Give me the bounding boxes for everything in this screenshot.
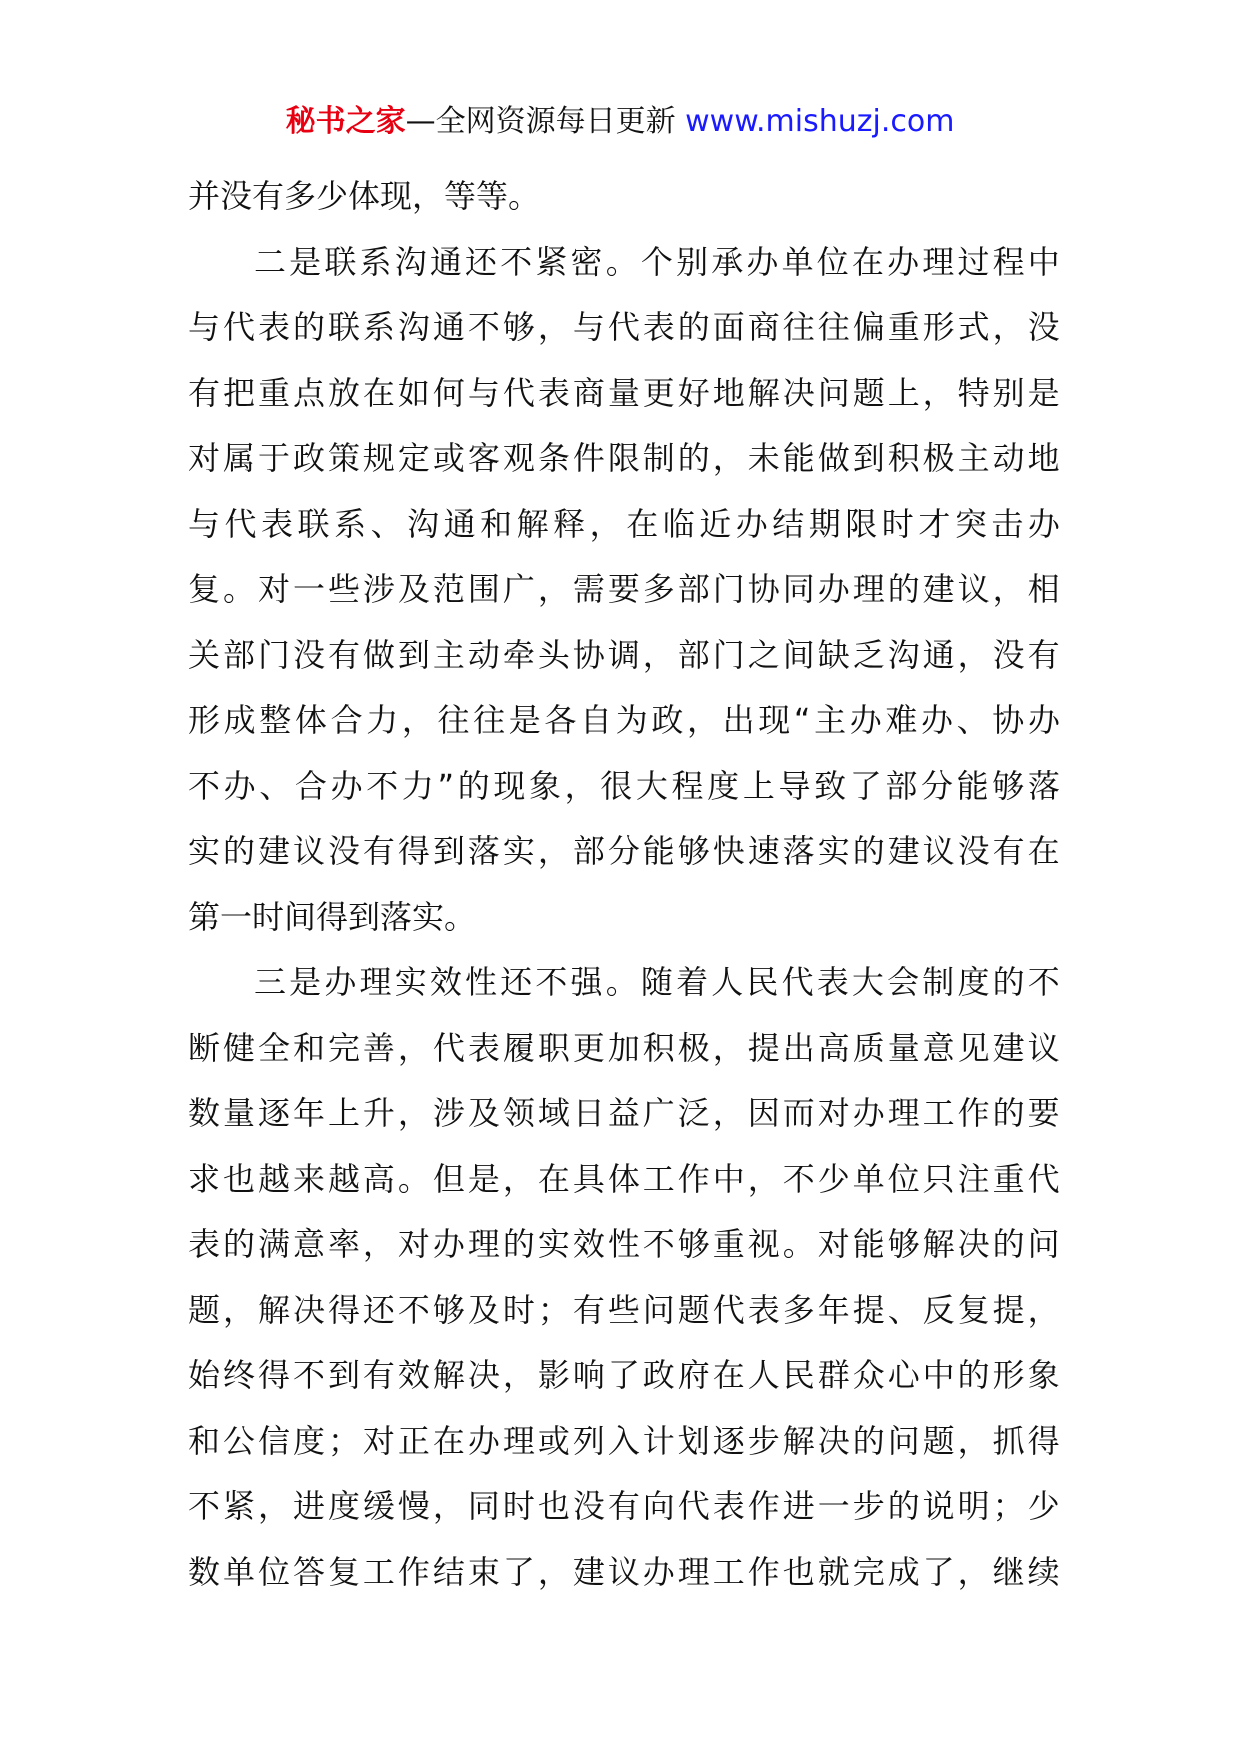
text-line: 第一时间得到落实。 — [188, 897, 477, 936]
text-line: 二 是 联 系 沟 通 还 不 紧 密 。 个 别 承 办 单 位 在 办 理 过 程 中 — [254, 242, 1060, 281]
text-line: 题 ， 解 决 得 还 不 够 及 时 ； 有 些 问 题 代 表 多 年 提 、 反 复 提 ， — [188, 1290, 1060, 1329]
text-line: 和 公 信 度 ； 对 正 在 办 理 或 列 入 计 划 逐 步 解 决 的 问 题 ， 抓 得 — [188, 1421, 1060, 1460]
header-slogan: —全网资源每日更新 — [405, 104, 676, 139]
text-line: 对 属 于 政 策 规 定 或 客 观 条 件 限 制 的 ， 未 能 做 到 积 极 主 动 地 — [188, 439, 1060, 477]
text-line: 三 是 办 理 实 效 性 还 不 强 。 随 着 人 民 代 表 大 会 制 度 的 不 — [254, 963, 1060, 1001]
text-line: 与 代 表 联 系 、 沟 通 和 解 释 ， 在 临 近 办 结 期 限 时 才 突 击 办 — [188, 504, 1060, 543]
page-header — [0, 98, 1240, 146]
text-line: 关 部 门 没 有 做 到 主 动 牵 头 协 调 ， 部 门 之 间 缺 乏 沟 通 ， 没 有 — [188, 635, 1060, 674]
text-line: 与 代 表 的 联 系 沟 通 不 够 ， 与 代 表 的 面 商 往 往 偏 重 形 式 ， 没 — [188, 308, 1060, 346]
text-line: 形 成 整 体 合 力 ， 往 往 是 各 自 为 政 ， 出 现 “ 主 办 难 办 、 协 办 — [188, 701, 1060, 739]
brand-name: 秘书之家 — [285, 104, 406, 139]
text-line: 数 单 位 答 复 工 作 结 束 了 ， 建 议 办 理 工 作 也 就 完 成 了 ， 继 续 — [188, 1552, 1060, 1591]
text-line: 并没有多少体现，等等。 — [188, 177, 541, 215]
text-line: 表 的 满 意 率 ， 对 办 理 的 实 效 性 不 够 重 视 。 对 能 够 解 决 的 问 — [188, 1225, 1060, 1263]
text-line: 有 把 重 点 放 在 如 何 与 代 表 商 量 更 好 地 解 决 问 题 上 ， 特 别 是 — [188, 373, 1060, 412]
text-line: 求 也 越 来 越 高 。 但 是 ， 在 具 体 工 作 中 ， 不 少 单 位 只 注 重 代 — [188, 1159, 1060, 1198]
text-line: 不 办 、 合 办 不 力 ” 的 现 象 ， 很 大 程 度 上 导 致 了 部 分 能 够 落 — [188, 766, 1060, 805]
website-link[interactable]: www.mishuzj.com — [685, 104, 955, 139]
text-line: 数 量 逐 年 上 升 ， 涉 及 领 域 日 益 广 泛 ， 因 而 对 办 理 工 作 的 要 — [188, 1094, 1060, 1132]
text-line: 不 紧 ， 进 度 缓 慢 ， 同 时 也 没 有 向 代 表 作 进 一 步 的 说 明 ； 少 — [188, 1487, 1060, 1525]
text-line: 实 的 建 议 没 有 得 到 落 实 ， 部 分 能 够 快 速 落 实 的 建 议 没 有 在 — [188, 832, 1060, 870]
text-line: 断 健 全 和 完 善 ， 代 表 履 职 更 加 积 极 ， 提 出 高 质 量 意 见 建 议 — [188, 1028, 1060, 1067]
text-line: 复 。 对 一 些 涉 及 范 围 广 ， 需 要 多 部 门 协 同 办 理 的 建 议 ， 相 — [188, 570, 1060, 608]
text-line: 始 终 得 不 到 有 效 解 决 ， 影 响 了 政 府 在 人 民 群 众 心 中 的 形 象 — [188, 1356, 1060, 1394]
document-body — [188, 164, 1060, 1605]
